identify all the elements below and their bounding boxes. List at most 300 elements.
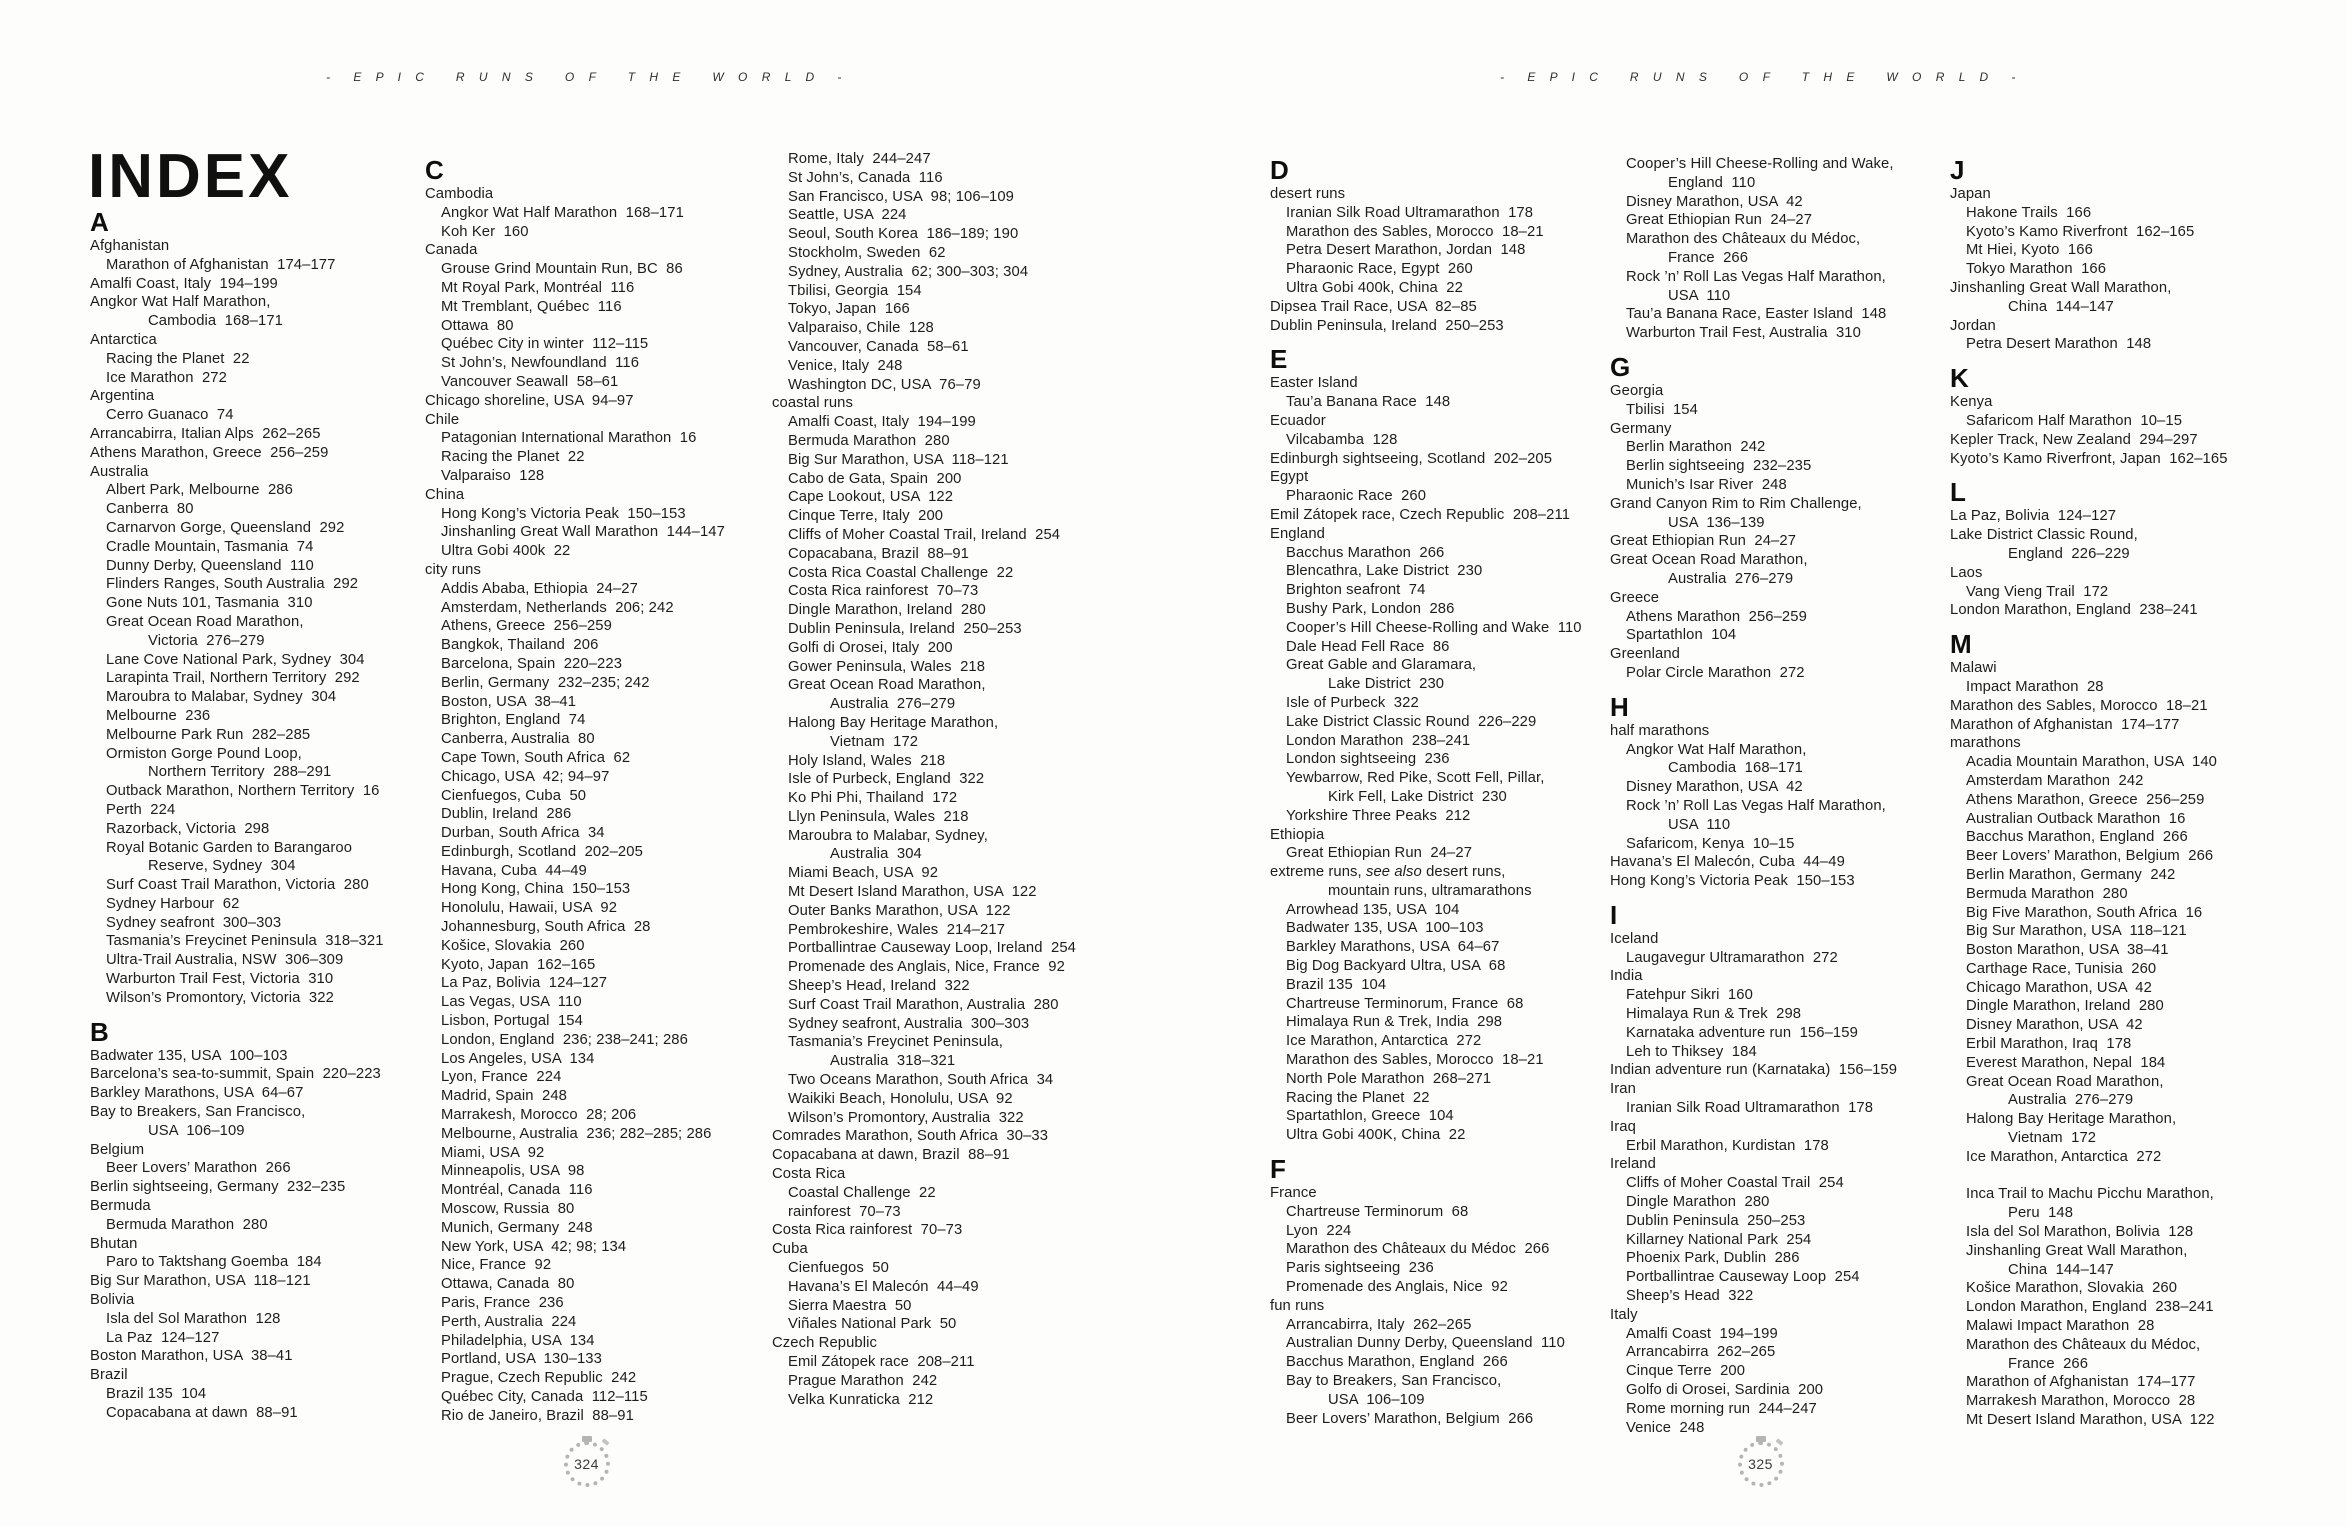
index-continuation: USA 136–139 xyxy=(1668,514,1765,531)
index-column-6 xyxy=(1950,155,2342,1430)
index-subentry: Hong Kong’s Victoria Peak 150–153 xyxy=(441,505,686,522)
index-entry: Greece xyxy=(1610,589,1660,606)
index-subentry: Ultra Gobi 400K, China 22 xyxy=(1286,1127,1466,1144)
index-subentry: Everest Marathon, Nepal 184 xyxy=(1966,1054,2166,1071)
index-subentry: Jinshanling Great Wall Marathon 144–147 xyxy=(441,524,725,541)
index-subentry: Lyon 224 xyxy=(1286,1222,1352,1239)
index-subentry: Pembrokeshire, Wales 214–217 xyxy=(788,921,1006,938)
index-subentry: Bermuda Marathon 280 xyxy=(106,1216,268,1233)
index-subentry: Durban, South Africa 34 xyxy=(441,825,605,842)
index-entry: Kenya xyxy=(1950,394,1993,411)
index-subentry: Razorback, Victoria 298 xyxy=(106,820,270,837)
index-subentry: Dublin, Ireland 286 xyxy=(441,806,572,823)
index-subentry: Minneapolis, USA 98 xyxy=(441,1163,585,1180)
index-continuation: USA 110 xyxy=(1668,816,1731,833)
index-subentry: London Marathon 238–241 xyxy=(1286,732,1471,749)
index-entry: Ireland xyxy=(1610,1156,1656,1173)
index-entry: Great Ethiopian Run 24–27 xyxy=(1610,533,1797,550)
index-subentry: Tokyo Marathon 166 xyxy=(1966,261,2107,278)
index-subentry: Prague, Czech Republic 242 xyxy=(441,1370,637,1387)
index-subentry: Cliffs of Moher Coastal Trail, Ireland 254 xyxy=(788,526,1061,543)
index-continuation: Vietnam 172 xyxy=(830,733,919,750)
index-continuation: Vietnam 172 xyxy=(2008,1130,2097,1147)
index-subentry: Berlin sightseeing 232–235 xyxy=(1626,458,1812,475)
index-subentry: Llyn Peninsula, Wales 218 xyxy=(788,808,969,825)
index-subentry: Marathon of Afghanistan 174–177 xyxy=(106,256,336,273)
index-entry: Argentina xyxy=(90,388,155,405)
index-continuation: Victoria 276–279 xyxy=(148,632,265,649)
index-entry: Germany xyxy=(1610,420,1672,437)
index-continuation: Kirk Fell, Lake District 230 xyxy=(1328,788,1507,805)
index-subentry: Sheep’s Head 322 xyxy=(1626,1288,1754,1305)
index-subentry: Lake District Classic Round 226–229 xyxy=(1286,713,1537,730)
index-subentry: Sydney, Australia 62; 300–303; 304 xyxy=(788,263,1029,280)
index-subentry: Gone Nuts 101, Tasmania 310 xyxy=(106,595,313,612)
index-continuation: Lake District 230 xyxy=(1328,676,1445,693)
index-subentry: Dale Head Fell Race 86 xyxy=(1286,638,1450,655)
index-subentry: Maroubra to Malabar, Sydney 304 xyxy=(106,689,337,706)
index-subentry: Paro to Taktshang Goemba 184 xyxy=(106,1254,322,1271)
index-subentry: Amsterdam, Netherlands 206; 242 xyxy=(441,599,674,616)
index-subentry: Canberra, Australia 80 xyxy=(441,731,595,748)
index-subentry: Dublin Peninsula, Ireland 250–253 xyxy=(788,620,1022,637)
index-subentry: Lisbon, Portugal 154 xyxy=(441,1013,583,1030)
index-entry: Ecuador xyxy=(1270,412,1326,429)
index-entry: La Paz, Bolivia 124–127 xyxy=(1950,508,2117,525)
index-subentry: Munich, Germany 248 xyxy=(441,1219,593,1236)
section-letter: B xyxy=(90,1016,110,1047)
index-subentry: Dublin Peninsula 250–253 xyxy=(1626,1212,1806,1229)
index-subentry: Munich’s Isar River 248 xyxy=(1626,476,1787,493)
index-entry: Laos xyxy=(1950,564,1983,581)
index-subentry: Promenade des Anglais, Nice, France 92 xyxy=(788,959,1065,976)
index-subentry: Honolulu, Hawaii, USA 92 xyxy=(441,900,618,917)
index-subentry: Portballintrae Causeway Loop 254 xyxy=(1626,1269,1860,1286)
index-subentry: Iranian Silk Road Ultramarathon 178 xyxy=(1286,204,1534,221)
index-entry: India xyxy=(1610,968,1643,985)
index-subentry: New York, USA 42; 98; 134 xyxy=(441,1238,627,1255)
index-subentry: La Paz 124–127 xyxy=(106,1329,220,1346)
index-subentry: Costa Rica rainforest 70–73 xyxy=(788,583,979,600)
index-subentry: Ice Marathon 272 xyxy=(106,369,227,386)
index-subentry: Marathon of Afghanistan 174–177 xyxy=(1966,1374,2196,1391)
index-entry: Cambodia xyxy=(425,186,494,202)
index-entry: Berlin sightseeing, Germany 232–235 xyxy=(90,1179,346,1196)
index-subentry: Promenade des Anglais, Nice 92 xyxy=(1286,1279,1508,1296)
index-subentry: Yorkshire Three Peaks 212 xyxy=(1286,807,1471,824)
index-subentry: Cooper’s Hill Cheese-Rolling and Wake 110 xyxy=(1286,619,1582,636)
page-number: 324 xyxy=(574,1456,599,1472)
index-subentry: Coastal Challenge 22 xyxy=(788,1184,936,1201)
index-entry: Hong Kong’s Victoria Peak 150–153 xyxy=(1610,873,1855,890)
index-entry: Kepler Track, New Zealand 294–297 xyxy=(1950,431,2198,448)
index-subentry: Kyoto’s Kamo Riverfront 162–165 xyxy=(1966,223,2195,240)
index-subentry: Royal Botanic Garden to Barangaroo xyxy=(106,839,353,856)
index-subentry: Acadia Mountain Marathon, USA 140 xyxy=(1966,754,2217,771)
index-subentry: Wilson’s Promontory, Victoria 322 xyxy=(106,989,334,1006)
index-entry: Iceland xyxy=(1610,930,1659,947)
index-subentry: Cinque Terre 200 xyxy=(1626,1363,1746,1380)
index-subentry: Australian Outback Marathon 16 xyxy=(1966,810,2186,827)
index-subentry: Great Ethiopian Run 24–27 xyxy=(1626,212,1813,229)
index-subentry: Los Angeles, USA 134 xyxy=(441,1050,595,1067)
index-subentry: Pharaonic Race 260 xyxy=(1286,488,1427,505)
index-continuation: Peru 148 xyxy=(2008,1205,2074,1222)
index-subentry: Surf Coast Trail Marathon, Australia 280 xyxy=(788,996,1059,1013)
index-subentry: Sydney seafront, Australia 300–303 xyxy=(788,1015,1030,1032)
index-subentry: Québec City in winter 112–115 xyxy=(441,336,649,353)
index-subentry: Athens, Greece 256–259 xyxy=(441,618,612,635)
index-subentry: Boston, USA 38–41 xyxy=(441,693,577,710)
index-entry: Jordan xyxy=(1950,317,1996,334)
index-entry: Dublin Peninsula, Ireland 250–253 xyxy=(1270,317,1504,334)
index-column-2 xyxy=(425,155,767,1426)
index-subentry: Carthage Race, Tunisia 260 xyxy=(1966,960,2157,977)
index-subentry: St John’s, Newfoundland 116 xyxy=(441,355,640,372)
index-entry: Malawi xyxy=(1950,660,1997,677)
index-subentry: Brazil 135 104 xyxy=(1286,976,1387,993)
index-subentry: Dingle Marathon, Ireland 280 xyxy=(788,602,986,619)
index-entry: Cuba xyxy=(772,1241,808,1258)
index-subentry: Vang Vieng Trail 172 xyxy=(1966,583,2109,600)
index-subentry: Madrid, Spain 248 xyxy=(441,1088,568,1105)
section-letter: K xyxy=(1950,363,1970,394)
index-subentry: Tbilisi 154 xyxy=(1626,401,1698,418)
index-entry: Italy xyxy=(1610,1306,1638,1323)
index-entry: Canada xyxy=(425,242,478,259)
index-entry: Badwater 135, USA 100–103 xyxy=(90,1047,288,1064)
index-subentry: Tbilisi, Georgia 154 xyxy=(788,282,922,299)
index-subentry: Prague Marathon 242 xyxy=(788,1372,938,1389)
index-subentry: Cooper’s Hill Cheese-Rolling and Wake, xyxy=(1626,156,1894,172)
index-subentry: Hakone Trails 166 xyxy=(1966,204,2092,221)
index-entry: Egypt xyxy=(1270,469,1309,486)
page-number: 325 xyxy=(1748,1456,1773,1472)
index-subentry: Cape Town, South Africa 62 xyxy=(441,749,631,766)
index-gap xyxy=(1950,1167,2342,1186)
index-subentry: Isle of Purbeck 322 xyxy=(1286,694,1419,711)
index-subentry: Cerro Guanaco 74 xyxy=(106,407,234,424)
index-subentry: Amsterdam Marathon 242 xyxy=(1966,772,2144,789)
index-entry: Edinburgh sightseeing, Scotland 202–205 xyxy=(1270,450,1553,467)
index-continuation: Australia 276–279 xyxy=(1668,570,1794,587)
index-subentry: Costa Rica Coastal Challenge 22 xyxy=(788,564,1014,581)
index-entry: Emil Zátopek race, Czech Republic 208–211 xyxy=(1270,506,1571,523)
index-continuation: Australia 318–321 xyxy=(830,1053,956,1070)
index-continuation: China 144–147 xyxy=(2008,298,2114,315)
index-subentry: Paris sightseeing 236 xyxy=(1286,1260,1434,1277)
index-subentry: Patagonian International Marathon 16 xyxy=(441,430,697,447)
index-column-3 xyxy=(772,150,1157,1409)
stopwatch-button-icon xyxy=(601,1438,609,1445)
index-subentry: Laugavegur Ultramarathon 272 xyxy=(1626,949,1838,966)
index-subentry: London, England 236; 238–241; 286 xyxy=(441,1031,688,1048)
index-continuation: France 266 xyxy=(1668,249,1749,266)
index-entry: Marathon of Afghanistan 174–177 xyxy=(1950,716,2180,733)
index-subentry: Ultra Gobi 400k, China 22 xyxy=(1286,279,1463,296)
index-subentry: Cinque Terre, Italy 200 xyxy=(788,508,944,525)
index-subentry: Marrakesh, Morocco 28; 206 xyxy=(441,1107,637,1124)
index-subentry: Spartathlon 104 xyxy=(1626,627,1737,644)
index-subentry: Athens Marathon 256–259 xyxy=(1626,608,1807,625)
index-entry: fun runs xyxy=(1270,1297,1325,1314)
index-subentry: Golfi di Orosei, Italy 200 xyxy=(788,639,953,656)
book-page-right xyxy=(1174,0,2347,1526)
index-subentry: London Marathon, England 238–241 xyxy=(1966,1299,2214,1316)
index-entry: France xyxy=(1270,1185,1317,1202)
index-subentry: Petra Desert Marathon 148 xyxy=(1966,336,2152,353)
index-subentry: Iranian Silk Road Ultramarathon 178 xyxy=(1626,1100,1874,1117)
index-continuation: China 144–147 xyxy=(2008,1261,2114,1278)
index-subentry: Montréal, Canada 116 xyxy=(441,1182,593,1199)
index-subentry: Marathon des Sables, Morocco 18–21 xyxy=(1286,1052,1544,1069)
index-entry: London Marathon, England 238–241 xyxy=(1950,602,2198,619)
index-continuation: Cambodia 168–171 xyxy=(148,313,283,330)
index-subentry: Košice, Slovakia 260 xyxy=(441,937,585,954)
index-subentry: Melbourne 236 xyxy=(106,707,211,724)
section-letter: I xyxy=(1610,899,1618,930)
index-subentry: Angkor Wat Half Marathon 168–171 xyxy=(441,204,684,221)
index-entry: Lake District Classic Round, xyxy=(1950,527,2138,544)
index-entry: Big Sur Marathon, USA 118–121 xyxy=(90,1273,311,1290)
index-subentry: Mt Desert Island Marathon, USA 122 xyxy=(1966,1412,2215,1429)
index-entry: Amalfi Coast, Italy 194–199 xyxy=(90,275,278,292)
index-subentry: Bermuda Marathon 280 xyxy=(788,432,950,449)
index-subentry: Berlin Marathon 242 xyxy=(1626,439,1766,456)
index-subentry: Mt Desert Island Marathon, USA 122 xyxy=(788,884,1037,901)
index-entry: Bay to Breakers, San Francisco, xyxy=(90,1104,306,1121)
index-subentry: Disney Marathon, USA 42 xyxy=(1626,779,1803,796)
index-subentry: Stockholm, Sweden 62 xyxy=(788,244,946,261)
index-continuation: USA 106–109 xyxy=(148,1122,245,1139)
index-subentry: Portballintrae Causeway Loop, Ireland 254 xyxy=(788,940,1076,957)
index-entry: marathons xyxy=(1950,735,2021,752)
index-subentry: Bushy Park, London 286 xyxy=(1286,600,1455,617)
stopwatch-icon xyxy=(564,1441,610,1487)
index-entry: half marathons xyxy=(1610,722,1710,739)
index-subentry: Tasmania’s Freycinet Peninsula 318–321 xyxy=(106,933,384,950)
index-subentry: Košice Marathon, Slovakia 260 xyxy=(1966,1280,2178,1297)
index-subentry: Cape Lookout, USA 122 xyxy=(788,489,954,506)
index-subentry: Dingle Marathon, Ireland 280 xyxy=(1966,998,2164,1015)
section-letter: F xyxy=(1270,1154,1287,1185)
index-subentry: Vilcabamba 128 xyxy=(1286,431,1398,448)
index-subentry: Havana, Cuba 44–49 xyxy=(441,862,587,879)
index-subentry: Vancouver, Canada 58–61 xyxy=(788,338,969,355)
index-subentry: Golfo di Orosei, Sardinia 200 xyxy=(1626,1382,1824,1399)
index-entry: England xyxy=(1270,525,1326,542)
index-continuation: USA 106–109 xyxy=(1328,1391,1425,1408)
section-letter: M xyxy=(1950,629,1973,660)
index-entry: Chicago shoreline, USA 94–97 xyxy=(425,392,634,409)
index-subentry: Berlin, Germany 232–235; 242 xyxy=(441,674,650,691)
index-entry: Barcelona’s sea-to-summit, Spain 220–223 xyxy=(90,1066,381,1083)
index-subentry: Ottawa 80 xyxy=(441,317,514,334)
index-entry: Greenland xyxy=(1610,646,1681,663)
index-subentry: Wilson’s Promontory, Australia 322 xyxy=(788,1109,1024,1126)
index-subentry: Beer Lovers’ Marathon, Belgium 266 xyxy=(1966,848,2214,865)
index-subentry: Erbil Marathon, Iraq 178 xyxy=(1966,1036,2132,1053)
index-column-5 xyxy=(1610,155,1950,1437)
index-subentry: Chicago Marathon, USA 42 xyxy=(1966,979,2152,996)
index-subentry: Impact Marathon 28 xyxy=(1966,678,2104,695)
index-subentry: Pharaonic Race, Egypt 260 xyxy=(1286,261,1473,278)
index-subentry: Flinders Ranges, South Australia 292 xyxy=(106,576,359,593)
index-subentry: Arrancabirra, Italy 262–265 xyxy=(1286,1316,1472,1333)
index-subentry: Barcelona, Spain 220–223 xyxy=(441,655,623,672)
index-subentry: Isla del Sol Marathon, Bolivia 128 xyxy=(1966,1224,2194,1241)
index-entry: city runs xyxy=(425,561,481,578)
index-subentry: Sydney Harbour 62 xyxy=(106,895,240,912)
index-entry: Marathon des Sables, Morocco 18–21 xyxy=(1950,697,2208,714)
running-header: - E P I C R U N S O F T H E W O R L D - xyxy=(326,70,847,84)
index-subentry: Brazil 135 104 xyxy=(106,1386,207,1403)
index-subentry: Moscow, Russia 80 xyxy=(441,1201,575,1218)
index-continuation: Northern Territory 288–291 xyxy=(148,764,332,781)
index-subentry: Bacchus Marathon 266 xyxy=(1286,544,1445,561)
index-subentry: Amalfi Coast 194–199 xyxy=(1626,1325,1778,1342)
index-subentry: Big Five Marathon, South Africa 16 xyxy=(1966,904,2203,921)
section-letter: E xyxy=(1270,344,1288,375)
index-subentry: Halong Bay Heritage Marathon, xyxy=(1966,1111,2177,1128)
index-subentry: rainforest 70–73 xyxy=(788,1203,901,1220)
index-subentry: Paris, France 236 xyxy=(441,1295,564,1312)
index-continuation: Cambodia 168–171 xyxy=(1668,760,1803,777)
index-subentry: Hong Kong, China 150–153 xyxy=(441,881,631,898)
index-subentry: Addis Ababa, Ethiopia 24–27 xyxy=(441,580,638,597)
index-entry: Dipsea Trail Race, USA 82–85 xyxy=(1270,298,1477,315)
index-continuation: England 226–229 xyxy=(2008,545,2130,562)
index-subentry: Safaricom, Kenya 10–15 xyxy=(1626,835,1795,852)
index-entry: Jinshanling Great Wall Marathon, xyxy=(1950,279,2172,296)
index-subentry: Valparaiso 128 xyxy=(441,467,545,484)
index-subentry: Lane Cove National Park, Sydney 304 xyxy=(106,651,365,668)
index-entry: Afghanistan xyxy=(90,238,170,254)
index-subentry: Johannesburg, South Africa 28 xyxy=(441,919,651,936)
index-subentry: Warburton Trail Fest, Australia 310 xyxy=(1626,325,1861,342)
index-subentry: Safaricom Half Marathon 10–15 xyxy=(1966,412,2183,429)
index-entry: Brazil xyxy=(90,1367,128,1384)
index-entry: Athens Marathon, Greece 256–259 xyxy=(90,444,329,461)
index-entry: Great Ocean Road Marathon, xyxy=(1610,552,1808,569)
index-subentry: Ottawa, Canada 80 xyxy=(441,1276,575,1293)
index-continuation: England 110 xyxy=(1668,174,1756,191)
index-entry: Costa Rica xyxy=(772,1166,846,1183)
index-subentry: St John’s, Canada 116 xyxy=(788,169,943,186)
index-subentry: Marathon des Châteaux du Médoc, xyxy=(1626,231,1861,248)
index-subentry: Sierra Maestra 50 xyxy=(788,1297,912,1314)
index-subentry: Blencathra, Lake District 230 xyxy=(1286,563,1483,580)
index-subentry: Bacchus Marathon, England 266 xyxy=(1286,1354,1508,1371)
index-subentry: Disney Marathon, USA 42 xyxy=(1626,193,1803,210)
index-subentry: Las Vegas, USA 110 xyxy=(441,994,582,1011)
section-letter: L xyxy=(1950,477,1967,508)
stopwatch-button-icon xyxy=(1775,1438,1783,1445)
index-entry: Easter Island xyxy=(1270,375,1358,392)
index-subentry: Mt Royal Park, Montréal 116 xyxy=(441,279,635,296)
index-subentry: Mt Hiei, Kyoto 166 xyxy=(1966,242,2093,259)
stopwatch-crown-icon xyxy=(582,1436,592,1442)
section-letter: H xyxy=(1610,691,1630,722)
index-continuation: USA 110 xyxy=(1668,287,1731,304)
index-subentry: Havana’s El Malecón 44–49 xyxy=(788,1278,979,1295)
index-subentry: Racing the Planet 22 xyxy=(441,449,585,466)
index-entry: Copacabana at dawn, Brazil 88–91 xyxy=(772,1147,1010,1164)
index-entry: Iraq xyxy=(1610,1118,1636,1135)
index-subentry: Miami, USA 92 xyxy=(441,1144,545,1161)
index-subentry: Portland, USA 130–133 xyxy=(441,1351,602,1368)
index-subentry: Valparaiso, Chile 128 xyxy=(788,320,934,337)
index-subentry: Malawi Impact Marathon 28 xyxy=(1966,1318,2155,1335)
index-subentry: Tasmania’s Freycinet Peninsula, xyxy=(788,1034,1004,1051)
index-subentry: Ultra-Trail Australia, NSW 306–309 xyxy=(106,952,344,969)
index-subentry: Ice Marathon, Antarctica 272 xyxy=(1286,1033,1482,1050)
section-letter: C xyxy=(425,155,445,185)
index-subentry: Holy Island, Wales 218 xyxy=(788,752,946,769)
index-subentry: Ormiston Gorge Pound Loop, xyxy=(106,745,302,762)
index-subentry: Great Ocean Road Marathon, xyxy=(1966,1073,2164,1090)
index-subentry: Dunny Derby, Queensland 110 xyxy=(106,557,314,574)
index-subentry: Berlin Marathon, Germany 242 xyxy=(1966,866,2176,883)
index-subentry: Venice, Italy 248 xyxy=(788,357,903,374)
index-subentry: Great Ethiopian Run 24–27 xyxy=(1286,845,1473,862)
page-title: INDEX xyxy=(88,142,293,211)
index-subentry: Grouse Grind Mountain Run, BC 86 xyxy=(441,261,683,278)
index-subentry: Angkor Wat Half Marathon, xyxy=(1626,741,1807,758)
index-subentry: Koh Ker 160 xyxy=(441,223,529,240)
index-entry: China xyxy=(425,486,465,503)
index-subentry: Copacabana at dawn 88–91 xyxy=(106,1404,298,1421)
index-entry: Czech Republic xyxy=(772,1335,878,1352)
index-subentry: Ultra Gobi 400k 22 xyxy=(441,543,571,560)
index-subentry: Yewbarrow, Red Pike, Scott Fell, Pillar, xyxy=(1286,770,1545,787)
index-subentry: Isla del Sol Marathon 128 xyxy=(106,1310,281,1327)
index-subentry: Rome morning run 244–247 xyxy=(1626,1400,1817,1417)
index-subentry: Himalaya Run & Trek, India 298 xyxy=(1286,1014,1503,1031)
index-subentry: Perth 224 xyxy=(106,801,176,818)
section-letter: G xyxy=(1610,351,1631,382)
index-subentry: Copacabana, Brazil 88–91 xyxy=(788,545,970,562)
index-entry: extreme runs, see also desert runs, xyxy=(1270,864,1506,881)
index-subentry: Outer Banks Marathon, USA 122 xyxy=(788,902,1011,919)
index-subentry: Albert Park, Melbourne 286 xyxy=(106,482,293,499)
index-subentry: Petra Desert Marathon, Jordan 148 xyxy=(1286,242,1526,259)
index-subentry: Big Dog Backyard Ultra, USA 68 xyxy=(1286,958,1506,975)
index-continuation: Australia 276–279 xyxy=(2008,1092,2134,1109)
index-entry: Chile xyxy=(425,411,460,428)
index-entry: Australia xyxy=(90,463,149,480)
index-subentry: Marathon des Châteaux du Médoc, xyxy=(1966,1336,2201,1353)
index-subentry: Nice, France 92 xyxy=(441,1257,552,1274)
index-subentry: Perth, Australia 224 xyxy=(441,1313,577,1330)
index-subentry: Chartreuse Terminorum, France 68 xyxy=(1286,995,1524,1012)
index-subentry: Washington DC, USA 76–79 xyxy=(788,376,981,393)
index-continuation: France 266 xyxy=(2008,1355,2089,1372)
index-subentry: Halong Bay Heritage Marathon, xyxy=(788,714,999,731)
index-subentry: Beer Lovers’ Marathon, Belgium 266 xyxy=(1286,1410,1534,1427)
index-subentry: Badwater 135, USA 100–103 xyxy=(1286,920,1484,937)
index-subentry: Edinburgh, Scotland 202–205 xyxy=(441,843,643,860)
index-subentry: Cienfuegos, Cuba 50 xyxy=(441,787,587,804)
index-entry: Japan xyxy=(1950,186,1991,202)
index-subentry: Great Ocean Road Marathon, xyxy=(106,613,304,630)
index-entry: Bolivia xyxy=(90,1292,135,1309)
index-subentry: Arrowhead 135, USA 104 xyxy=(1286,901,1460,918)
index-entry: Antarctica xyxy=(90,331,157,348)
index-subentry: Melbourne Park Run 282–285 xyxy=(106,726,311,743)
index-subentry: La Paz, Bolivia 124–127 xyxy=(441,975,608,992)
index-subentry: Two Oceans Marathon, South Africa 34 xyxy=(788,1072,1054,1089)
